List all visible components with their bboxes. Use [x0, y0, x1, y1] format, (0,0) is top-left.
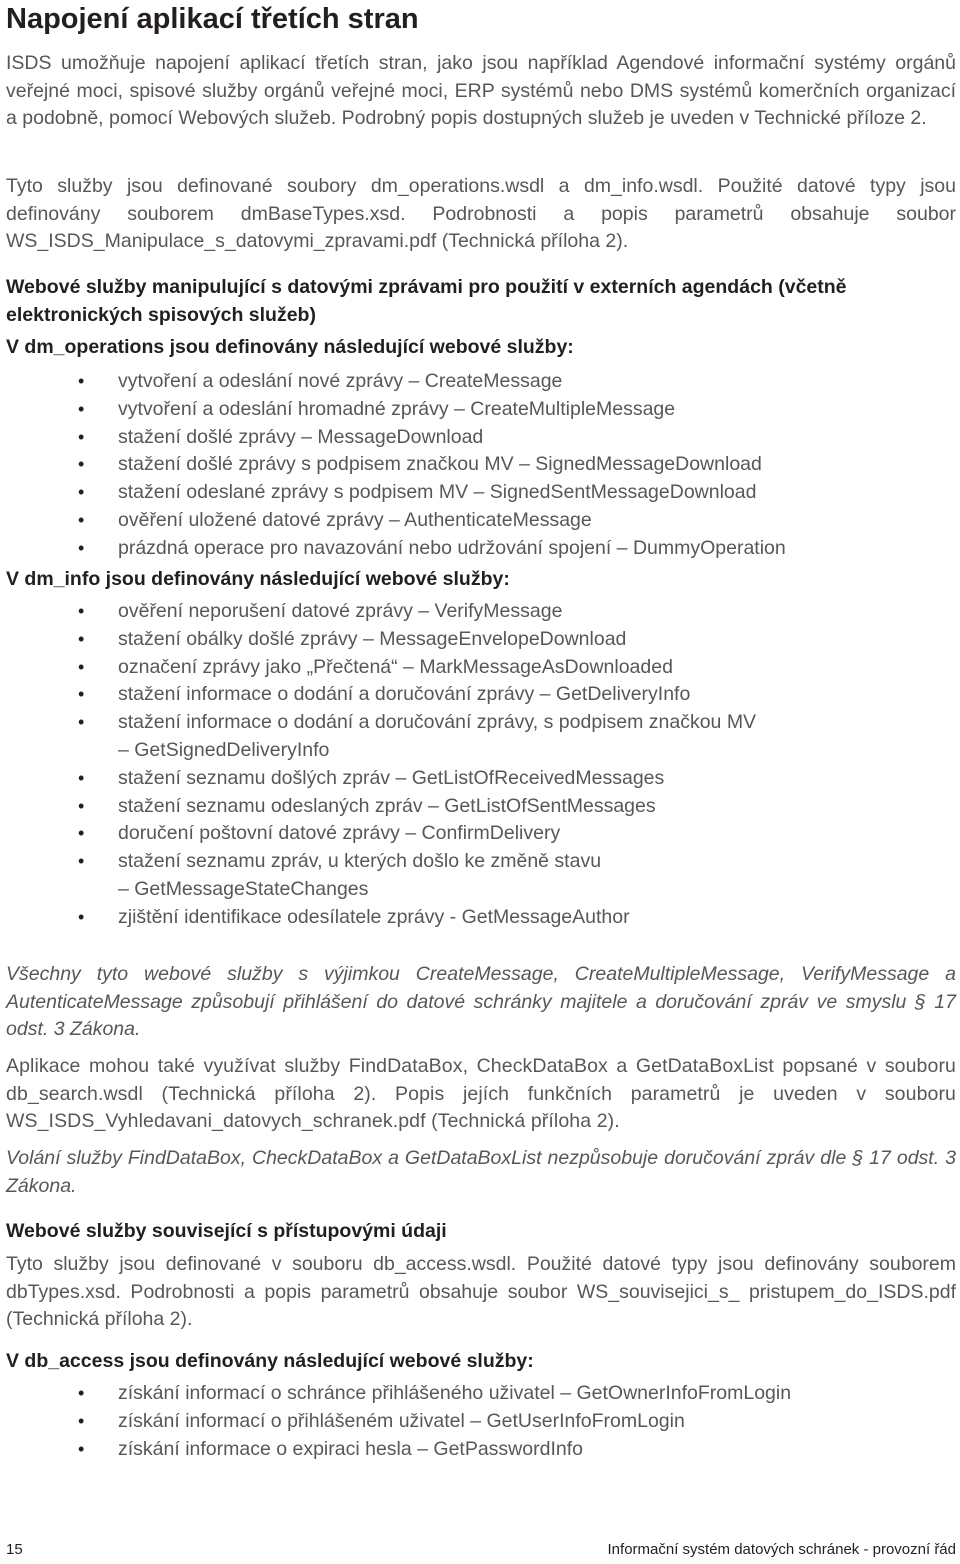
list-item: • stažení seznamu odeslaných zpráv – GetListOfSentMessages: [6, 793, 956, 821]
exception-paragraph: Všechny tyto webové služby s výjimkou CreateMessage, CreateMultipleMessage, VerifyMessage a AutenticateMessage způsobují přihlášení do datové schránky majitele a doručování zpráv ve smyslu § 17 odst. 3 Zákona.: [6, 963, 956, 1040]
bullet-icon: •: [78, 1383, 85, 1403]
bullet-icon: •: [78, 509, 85, 530]
db-access-list: [6, 1380, 956, 1463]
page-title: Napojení aplikací třetích stran: [6, 3, 419, 35]
list-item: • získání informace o expiraci hesla – GetPasswordInfo: [6, 1436, 956, 1464]
bullet-icon: •: [78, 767, 85, 788]
files-paragraph: Tyto služby jsou definované soubory dm_operations.wsdl a dm_info.wsdl. Použité datové typy jsou definovány souborem dmBaseTypes.xsd. Podrobnosti a popis parametrů obsahuje soubor WS_ISDS_Manipulace_s_datovymi_zpravami.pdf (Technická příloha 2).: [6, 175, 956, 252]
bullet-icon: •: [78, 851, 85, 872]
subheading-dm-info: V dm_info jsou definovány následující webové služby:: [6, 568, 510, 590]
section-heading-access: Webové služby související s přístupovými údaji: [6, 1220, 447, 1242]
bullet-icon: •: [78, 712, 85, 733]
subheading-dm-operations: V dm_operations jsou definovány následující webové služby:: [6, 336, 574, 358]
search-paragraph: Aplikace mohou také využívat služby FindDataBox, CheckDataBox a GetDataBoxList popsané v souboru db_search.wsdl (Technická příloha 2). Popis jejích funkčních parametrů je uveden v souboru WS_ISDS_Vyhledavani_datovych_schranek.pdf (Technická příloha 2).: [6, 1055, 956, 1132]
list-item: • doručení poštovní datové zprávy – ConfirmDelivery: [6, 820, 956, 848]
bullet-icon: •: [78, 795, 85, 816]
bullet-icon: •: [78, 426, 85, 447]
list-item: • stažení odeslané zprávy s podpisem MV – SignedSentMessageDownload: [6, 479, 956, 507]
list-item: • zjištění identifikace odesílatele zprávy - GetMessageAuthor: [6, 904, 956, 932]
bullet-icon: •: [78, 823, 85, 844]
bullet-icon: •: [78, 656, 85, 677]
list-item: • stažení informace o dodání a doručování zprávy, s podpisem značkou MV – GetSignedDeliveryInfo: [78, 711, 757, 761]
list-item: • ověření uložené datové zprávy – AuthenticateMessage: [6, 507, 956, 535]
list-item: • získání informací o přihlášeném uživatel – GetUserInfoFromLogin: [6, 1408, 956, 1436]
bullet-icon: •: [78, 482, 85, 503]
subheading-db-access: V db_access jsou definovány následující webové služby:: [6, 1350, 534, 1372]
intro-paragraph: ISDS umožňuje napojení aplikací třetích stran, jako jsou například Agendové informační systémy orgánů veřejné moci, spisové služby orgánů veřejné moci, ERP systémů nebo DMS systémů komerčních organizací a podobně, pomocí Webových služeb. Podrobný popis dostupných služeb je uveden v Technické příloze 2.: [6, 52, 956, 129]
bullet-icon: •: [78, 1438, 85, 1459]
search-note-paragraph: Volání služby FindDataBox, CheckDataBox a GetDataBoxList nezpůsobuje doručování zpráv dle § 17 odst. 3 Zákona.: [6, 1147, 956, 1197]
list-item: • získání informací o schránce přihlášeného uživatel – GetOwnerInfoFromLogin: [6, 1380, 956, 1408]
list-item: • stažení seznamu zpráv, u kterých došlo ke změně stavu – GetMessageStateChanges: [78, 850, 602, 900]
bullet-icon: •: [78, 537, 85, 558]
page-number: 15: [6, 1541, 23, 1558]
list-item: • ověření neporušení datové zprávy – VerifyMessage: [6, 598, 956, 626]
access-paragraph: Tyto služby jsou definované v souboru db_access.wsdl. Použité datové typy jsou definovány souborem dbTypes.xsd. Podrobnosti a popis parametrů obsahuje soubor WS_souvisejici_s_ pristupem_do_ISDS.pdf (Technická příloha 2).: [6, 1253, 956, 1330]
dm-info-list: [6, 598, 956, 932]
list-item: • označení zprávy jako „Přečtená“ – MarkMessageAsDownloaded: [6, 654, 956, 682]
list-item: • vytvoření a odeslání hromadné zprávy – CreateMultipleMessage: [6, 396, 956, 424]
bullet-icon: •: [78, 601, 85, 621]
list-item: • stažení seznamu došlých zpráv – GetListOfReceivedMessages: [6, 765, 956, 793]
list-item: • prázdná operace pro navazování nebo udržování spojení – DummyOperation: [6, 535, 956, 563]
bullet-icon: •: [78, 371, 85, 391]
list-item: • stažení došlé zprávy s podpisem značkou MV – SignedMessageDownload: [6, 451, 956, 479]
section-heading-ws: Webové služby manipulující s datovými zprávami pro použití v externích agendách (včetně elektronických spisových služeb): [6, 276, 847, 326]
list-item: • stažení došlé zprávy – MessageDownload: [6, 424, 956, 452]
footer-doc-title: Informační systém datových schránek - provozní řád: [607, 1541, 956, 1558]
list-item: • stažení obálky došlé zprávy – MessageEnvelopeDownload: [6, 626, 956, 654]
list-item: • vytvoření a odeslání nové zprávy – CreateMessage: [6, 368, 956, 396]
bullet-icon: •: [78, 684, 85, 705]
dm-operations-list: [6, 368, 956, 563]
bullet-icon: •: [78, 628, 85, 649]
bullet-icon: •: [78, 906, 85, 927]
list-item: • stažení informace o dodání a doručování zprávy – GetDeliveryInfo: [6, 681, 956, 709]
bullet-icon: •: [78, 454, 85, 475]
bullet-icon: •: [78, 398, 85, 419]
bullet-icon: •: [78, 1410, 85, 1431]
